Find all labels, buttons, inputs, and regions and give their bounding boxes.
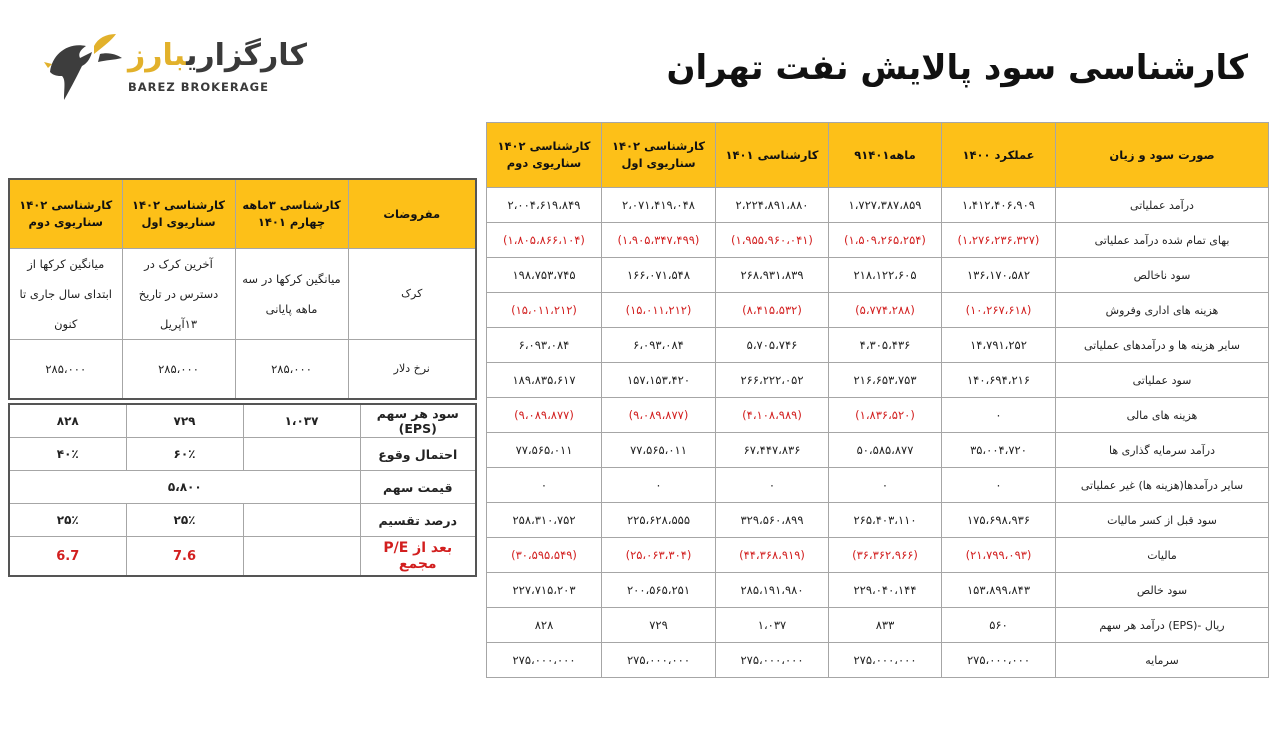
row-label: سود هر سهم (EPS) [360,404,476,438]
table-cell: (۱۰،۲۶۷،۶۱۸) [942,293,1056,328]
table-cell: (۱،۵۰۹،۲۶۵،۲۵۴) [829,223,942,258]
table-cell: ۳۵،۰۰۴،۷۲۰ [942,433,1056,468]
table-cell: ۳۲۹،۵۶۰،۸۹۹ [716,503,829,538]
table-row [487,293,1269,328]
row-label: سود خالص [1056,573,1269,608]
row-label: درصد تقسیم [360,504,476,537]
row-label: بهای تمام شده درآمد عملیاتی [1056,223,1269,258]
table-cell: ۴۰٪ [9,438,126,471]
table-cell: (۲۵،۰۶۳،۳۰۴) [602,538,716,573]
eagle-logo-icon [42,32,124,102]
table-cell: (۸،۴۱۵،۵۳۲) [716,293,829,328]
table-cell: ۲۵٪ [9,504,126,537]
table-cell: ۲۶۸،۹۳۱،۸۳۹ [716,258,829,293]
table-cell [243,537,360,577]
table-row [487,468,1269,503]
table-cell: ۰ [487,468,602,503]
table-cell: ۷۷،۵۶۵،۰۱۱ [602,433,716,468]
header-assumptions: مفروضات [348,179,476,249]
row-label: درآمد هر سهم (EPS)- ریال [1056,608,1269,643]
table-cell: ۰ [829,468,942,503]
table-row [9,340,476,400]
table-row [9,404,476,438]
table-cell: ۷۲۹ [602,608,716,643]
table-cell: ۲۷۵،۰۰۰،۰۰۰ [487,643,602,678]
row-label: سود قبل از کسر مالیات [1056,503,1269,538]
table-cell: (۹،۰۸۹،۸۷۷) [487,398,602,433]
table-cell: ۴،۳۰۵،۴۳۶ [829,328,942,363]
row-label: کرک [348,249,476,340]
table-cell: میانگین کرکها از ابتدای سال جاری تا کنون [9,249,122,340]
table-row [487,503,1269,538]
table-cell: ۰ [716,468,829,503]
table-row [487,573,1269,608]
table-cell: ۲۶۶،۲۲۲،۰۵۲ [716,363,829,398]
assumptions-table [8,178,477,400]
page-title: کارشناسی سود پالایش نفت تهران [666,48,1248,88]
table-cell: ۸۲۸ [487,608,602,643]
table-cell: آخرین کرک در دسترس در تاریخ ۱۳آپریل [122,249,235,340]
table-cell: ۲۶۵،۴۰۳،۱۱۰ [829,503,942,538]
table-row [487,398,1269,433]
table-cell: ۲،۰۷۱،۴۱۹،۰۴۸ [602,188,716,223]
table-cell: ۱۵۷،۱۵۳،۴۲۰ [602,363,716,398]
table-cell: ۱۳۶،۱۷۰،۵۸۲ [942,258,1056,293]
table-cell: ۰ [942,398,1056,433]
row-label: سود عملیاتی [1056,363,1269,398]
table-cell: ۷۲۹ [126,404,243,438]
table-cell: ۲۲۹،۰۴۰،۱۴۴ [829,573,942,608]
table-cell: ۲۱۸،۱۲۲،۶۰۵ [829,258,942,293]
table-row [9,249,476,340]
table-cell: ۱،۰۳۷ [243,404,360,438]
table-cell: (۲۱،۷۹۹،۰۹۳) [942,538,1056,573]
table-row [487,188,1269,223]
table-cell: ۱۸۹،۸۳۵،۶۱۷ [487,363,602,398]
table-cell: ۵،۷۰۵،۷۴۶ [716,328,829,363]
brand-name-fa: کارگزاریبارز [128,38,307,73]
table-cell: ۶،۰۹۳،۰۸۴ [602,328,716,363]
table-cell: (۱۵،۰۱۱،۲۱۲) [487,293,602,328]
header-scenario1: کارشناسی ۱۴۰۲ سناریوی اول [122,179,235,249]
table-cell: ۲۱۶،۶۵۳،۷۵۳ [829,363,942,398]
table-row [487,643,1269,678]
table-cell: ۲۲۷،۷۱۵،۲۰۳ [487,573,602,608]
table-row [487,258,1269,293]
table-cell: (۵،۷۷۴،۲۸۸) [829,293,942,328]
table-cell: ۶۰٪ [126,438,243,471]
table-cell: ۱،۷۲۷،۳۸۷،۸۵۹ [829,188,942,223]
valuation-summary-table [8,403,477,577]
header-scenario2: کارشناسی ۱۴۰۲ سناریوی دوم [487,123,602,188]
table-row [487,363,1269,398]
table-cell: ۲۷۵،۰۰۰،۰۰۰ [602,643,716,678]
table-header-row [9,179,476,249]
row-label: مالیات [1056,538,1269,573]
table-row [9,504,476,537]
table-cell: ۲،۲۲۴،۸۹۱،۸۸۰ [716,188,829,223]
row-label: سایر درآمدها(هزینه ها) غیر عملیاتی [1056,468,1269,503]
row-label: درآمد سرمایه گذاری ها [1056,433,1269,468]
brand-name-en: BAREZ BROKERAGE [128,80,269,94]
table-row [487,328,1269,363]
table-cell: ۲۵٪ [126,504,243,537]
table-cell: (۱۵،۰۱۱،۲۱۲) [602,293,716,328]
table-cell: میانگین کرکها در سه ماهه پایانی [235,249,348,340]
table-cell: ۲۸۵،۱۹۱،۹۸۰ [716,573,829,608]
row-label: سایر هزینه ها و درآمدهای عملیاتی [1056,328,1269,363]
table-row [9,537,476,577]
table-row [487,608,1269,643]
brand-logo [42,32,307,102]
table-cell: ۱،۰۳۷ [716,608,829,643]
table-cell: ۰ [942,468,1056,503]
table-cell: ۶،۰۹۳،۰۸۴ [487,328,602,363]
row-label: هزینه های اداری وفروش [1056,293,1269,328]
table-row [487,223,1269,258]
header-9m-1401: ۹ماهه۱۴۰۱ [829,123,942,188]
table-cell: ۰ [602,468,716,503]
table-cell: ۲۷۵،۰۰۰،۰۰۰ [716,643,829,678]
table-cell: ۲۵۸،۳۱۰،۷۵۲ [487,503,602,538]
table-cell: (۱،۸۳۶،۵۲۰) [829,398,942,433]
row-label: قیمت سهم [360,471,476,504]
table-cell: (۳۰،۵۹۵،۵۴۹) [487,538,602,573]
table-cell: ۱۴،۷۹۱،۲۵۲ [942,328,1056,363]
table-cell: ۷۷،۵۶۵،۰۱۱ [487,433,602,468]
table-cell: ۱۵۳،۸۹۹،۸۴۳ [942,573,1056,608]
profit-loss-table [486,122,1269,678]
table-cell: ۱۴۰،۶۹۴،۲۱۶ [942,363,1056,398]
table-row [487,538,1269,573]
table-cell: ۱۶۶،۰۷۱،۵۴۸ [602,258,716,293]
table-cell: (۳۶،۳۶۲،۹۶۶) [829,538,942,573]
header-1400: عملکرد ۱۴۰۰ [942,123,1056,188]
table-cell: ۸۲۸ [9,404,126,438]
table-cell: ۲۲۵،۶۲۸،۵۵۵ [602,503,716,538]
header-q4-1401: کارشناسی ۳ماهه چهارم ۱۴۰۱ [235,179,348,249]
row-label: سود ناخالص [1056,258,1269,293]
table-cell: ۵۶۰ [942,608,1056,643]
table-cell: ۲،۰۰۴،۶۱۹،۸۴۹ [487,188,602,223]
table-row [9,471,476,504]
table-cell: ۱۹۸،۷۵۳،۷۴۵ [487,258,602,293]
table-cell: (۴،۱۰۸،۹۸۹) [716,398,829,433]
table-cell: ۲۷۵،۰۰۰،۰۰۰ [829,643,942,678]
table-cell: (۹،۰۸۹،۸۷۷) [602,398,716,433]
table-cell: ۲۸۵،۰۰۰ [9,340,122,400]
table-cell: 6.7 [9,537,126,577]
table-cell: (۱،۹۵۵،۹۶۰،۰۴۱) [716,223,829,258]
row-label: هزینه های مالی [1056,398,1269,433]
table-cell: (۴۴،۳۶۸،۹۱۹) [716,538,829,573]
header-1401-estimate: کارشناسی ۱۴۰۱ [716,123,829,188]
header-scenario2: کارشناسی ۱۴۰۲ سناریوی دوم [9,179,122,249]
table-cell: ۲۸۵،۰۰۰ [235,340,348,400]
table-cell: ۸۳۳ [829,608,942,643]
table-row [9,438,476,471]
table-cell: (۱،۹۰۵،۳۴۷،۴۹۹) [602,223,716,258]
row-label: نرخ دلار [348,340,476,400]
row-label: سرمایه [1056,643,1269,678]
table-header-row [487,123,1269,188]
table-cell: ۲۷۵،۰۰۰،۰۰۰ [942,643,1056,678]
table-cell [243,438,360,471]
table-cell: ۲۰۰،۵۶۵،۲۵۱ [602,573,716,608]
row-label: درآمد عملیاتی [1056,188,1269,223]
table-cell: (۱،۸۰۵،۸۶۶،۱۰۴) [487,223,602,258]
table-row [487,433,1269,468]
header-label: صورت سود و زیان [1056,123,1269,188]
table-cell: ۱،۴۱۲،۴۰۶،۹۰۹ [942,188,1056,223]
share-price-value: ۵،۸۰۰ [9,471,360,504]
table-cell: ۱۷۵،۶۹۸،۹۳۶ [942,503,1056,538]
table-cell: 7.6 [126,537,243,577]
table-cell: ۶۷،۴۴۷،۸۳۶ [716,433,829,468]
table-cell: ۲۸۵،۰۰۰ [122,340,235,400]
row-label: احتمال وقوع [360,438,476,471]
header-scenario1: کارشناسی ۱۴۰۲ سناریوی اول [602,123,716,188]
row-label: P/E بعد از مجمع [360,537,476,577]
table-cell: ۵۰،۵۸۵،۸۷۷ [829,433,942,468]
table-cell: (۱،۲۷۶،۲۳۶،۳۲۷) [942,223,1056,258]
table-cell [243,504,360,537]
